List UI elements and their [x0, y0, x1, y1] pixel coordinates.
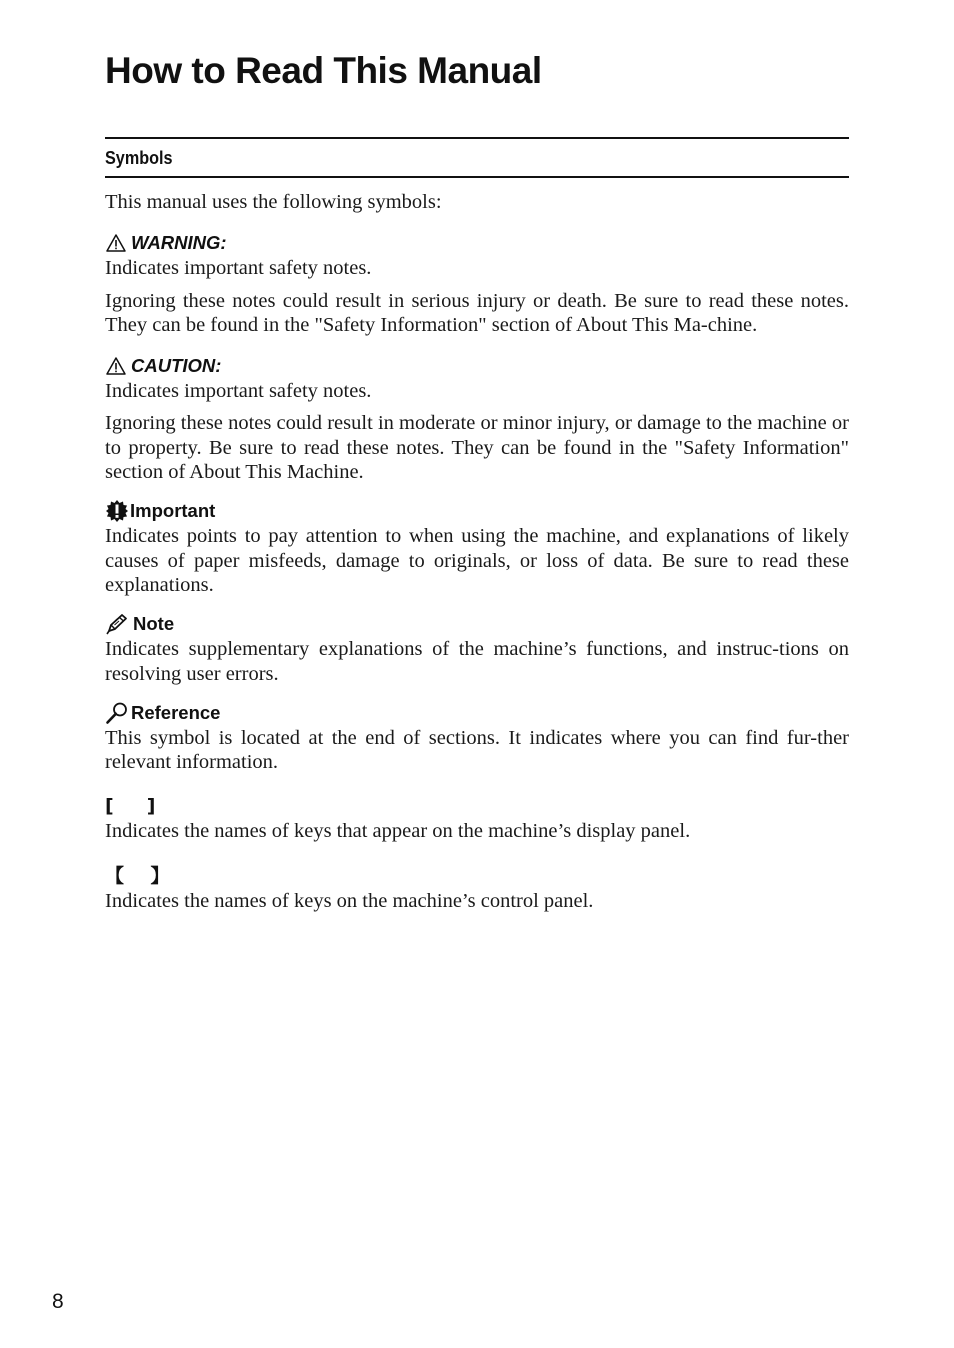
- reference-text: This symbol is located at the end of sections. It indicates where you can find fur-ther relevant information.: [105, 726, 849, 774]
- section-header: [105, 137, 849, 178]
- reference-label: Reference: [131, 701, 221, 723]
- caution-heading: [105, 353, 849, 379]
- important-label: Important: [130, 500, 216, 522]
- note-text: Indicates supplementary explanations of the machine’s functions, and instruc-tions on resolving user errors.: [105, 638, 849, 685]
- warning-triangle-icon: [105, 233, 127, 253]
- important-text: Indicates points to pay attention to when using the machine, and explanations of likely causes of paper misfeeds, damage to originals, or loss of data. Be sure to read these explanations.: [105, 525, 849, 596]
- warning-summary: Indicates important safety notes.: [105, 257, 372, 280]
- display-keys-text: Indicates the names of keys that appear on the machine’s display panel.: [105, 820, 691, 843]
- note-heading: [105, 611, 849, 637]
- magnifier-icon: [105, 701, 129, 725]
- main-content: [105, 190, 849, 913]
- important-heading: [105, 498, 849, 524]
- warning-detail: Ignoring these notes could result in serious injury or death. Be sure to read these notes. They can be found in the "Safety Information" section of About This Ma-chine.: [105, 289, 849, 336]
- warning-label: WARNING:: [131, 232, 227, 254]
- reference-heading: [105, 700, 849, 726]
- display-key-brackets: [ ]: [105, 795, 156, 818]
- panel-keys-text: Indicates the names of keys on the machine’s control panel.: [105, 889, 594, 912]
- page-title: How to Read This Manual: [105, 50, 542, 91]
- intro-text: This manual uses the following symbols:: [105, 191, 442, 213]
- caution-triangle-icon: [105, 356, 127, 376]
- caution-detail: Ignoring these notes could result in moderate or minor injury, or damage to the machine or to property. Be sure to read these notes. They can be found in the "Safety Information" section of About This Machine.: [105, 412, 849, 484]
- section-title: Symbols: [105, 148, 173, 168]
- note-label: Note: [133, 613, 175, 635]
- important-exclamation-icon: [105, 499, 129, 523]
- caution-label: CAUTION:: [131, 355, 222, 377]
- pencil-icon: [105, 613, 129, 635]
- warning-heading: [105, 230, 849, 256]
- panel-key-brackets: 【 】: [105, 864, 170, 887]
- page-number: 8: [52, 1290, 64, 1313]
- caution-summary: Indicates important safety notes.: [105, 380, 372, 403]
